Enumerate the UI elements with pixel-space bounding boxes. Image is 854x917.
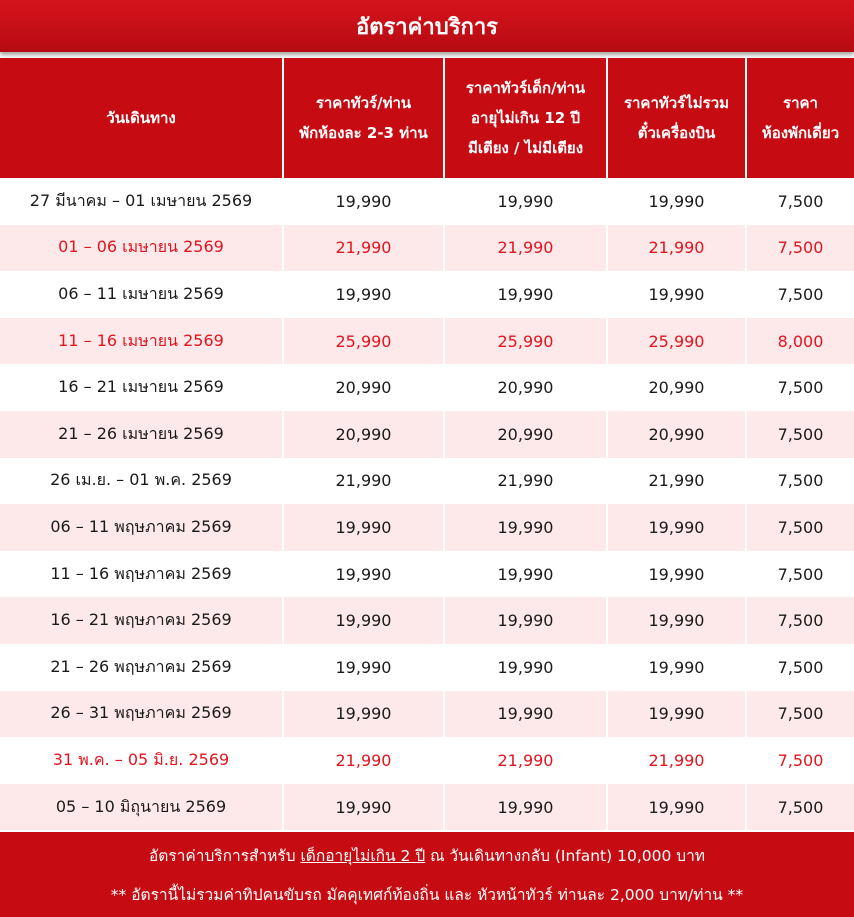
cell-child-price: 19,990: [444, 271, 607, 318]
cell-child-price: 19,990: [444, 691, 607, 738]
table-row: [0, 364, 854, 411]
cell-travel-date: 31 พ.ค. – 05 มิ.ย. 2569: [0, 737, 283, 784]
cell-child-price: 19,990: [444, 644, 607, 691]
cell-travel-date: 26 – 31 พฤษภาคม 2569: [0, 691, 283, 738]
cell-no-flight-price: 25,990: [607, 318, 746, 365]
cell-child-price: 21,990: [444, 225, 607, 272]
cell-child-price: 19,990: [444, 597, 607, 644]
infant-price-note: อัตราค่าบริการสำหรับ เด็กอายุไม่เกิน 2 ปี ณ วันเดินทางกลับ (Infant) 10,000 บาท: [148, 846, 706, 865]
cell-travel-date: 05 – 10 มิถุนายน 2569: [0, 784, 283, 831]
cell-child-price: 25,990: [444, 318, 607, 365]
table-row: [0, 784, 854, 831]
footer-notes: [0, 832, 854, 917]
header-single-room-price: ราคา ห้องพักเดี่ยว: [746, 58, 854, 178]
cell-no-flight-price: 19,990: [607, 504, 746, 551]
cell-adult-price: 19,990: [283, 784, 444, 831]
cell-no-flight-price: 19,990: [607, 691, 746, 738]
cell-adult-price: 19,990: [283, 178, 444, 225]
table-row: [0, 737, 854, 784]
cell-no-flight-price: 19,990: [607, 551, 746, 598]
table-row: [0, 458, 854, 505]
cell-travel-date: 21 – 26 เมษายน 2569: [0, 411, 283, 458]
table-row: [0, 504, 854, 551]
table-body: [0, 178, 854, 830]
table-header-row: [0, 58, 854, 178]
cell-single-room-price: 7,500: [746, 644, 854, 691]
table-row: [0, 551, 854, 598]
cell-adult-price: 19,990: [283, 691, 444, 738]
cell-no-flight-price: 19,990: [607, 178, 746, 225]
cell-adult-price: 20,990: [283, 364, 444, 411]
cell-no-flight-price: 19,990: [607, 271, 746, 318]
cell-single-room-price: 7,500: [746, 551, 854, 598]
cell-travel-date: 21 – 26 พฤษภาคม 2569: [0, 644, 283, 691]
cell-single-room-price: 7,500: [746, 178, 854, 225]
header-travel-date: วันเดินทาง: [0, 58, 283, 178]
cell-adult-price: 20,990: [283, 411, 444, 458]
cell-travel-date: 01 – 06 เมษายน 2569: [0, 225, 283, 272]
cell-single-room-price: 7,500: [746, 364, 854, 411]
tip-exclusion-note: ** อัตรานี้ไม่รวมค่าทิปคนขับรถ มัคคุเทศก์ท้องถิ่น และ หัวหน้าทัวร์ ท่านละ 2,000 บาท/ท่าน **: [110, 885, 744, 904]
cell-no-flight-price: 19,990: [607, 784, 746, 831]
cell-child-price: 19,990: [444, 784, 607, 831]
cell-single-room-price: 7,500: [746, 784, 854, 831]
cell-travel-date: 27 มีนาคม – 01 เมษายน 2569: [0, 178, 283, 225]
cell-child-price: 20,990: [444, 411, 607, 458]
header-no-flight-price: ราคาทัวร์ไม่รวม ตั๋วเครื่องบิน: [607, 58, 746, 178]
cell-adult-price: 25,990: [283, 318, 444, 365]
header-child-price: ราคาทัวร์เด็ก/ท่าน อายุไม่เกิน 12 ปี มีเตียง / ไม่มีเตียง: [444, 58, 607, 178]
cell-no-flight-price: 21,990: [607, 458, 746, 505]
cell-single-room-price: 7,500: [746, 691, 854, 738]
cell-single-room-price: 7,500: [746, 597, 854, 644]
cell-child-price: 20,990: [444, 364, 607, 411]
table-row: [0, 691, 854, 738]
table-row: [0, 318, 854, 365]
cell-travel-date: 06 – 11 พฤษภาคม 2569: [0, 504, 283, 551]
cell-no-flight-price: 20,990: [607, 364, 746, 411]
cell-adult-price: 21,990: [283, 458, 444, 505]
cell-child-price: 21,990: [444, 737, 607, 784]
cell-single-room-price: 7,500: [746, 504, 854, 551]
header-adult-price: ราคาทัวร์/ท่าน พักห้องละ 2-3 ท่าน: [283, 58, 444, 178]
cell-travel-date: 11 – 16 เมษายน 2569: [0, 318, 283, 365]
cell-single-room-price: 7,500: [746, 411, 854, 458]
cell-child-price: 21,990: [444, 458, 607, 505]
cell-child-price: 19,990: [444, 551, 607, 598]
cell-adult-price: 19,990: [283, 597, 444, 644]
cell-single-room-price: 7,500: [746, 458, 854, 505]
cell-single-room-price: 8,000: [746, 318, 854, 365]
cell-no-flight-price: 21,990: [607, 225, 746, 272]
table-row: [0, 411, 854, 458]
cell-child-price: 19,990: [444, 178, 607, 225]
table-row: [0, 225, 854, 272]
cell-child-price: 19,990: [444, 504, 607, 551]
cell-adult-price: 21,990: [283, 225, 444, 272]
cell-no-flight-price: 21,990: [607, 737, 746, 784]
cell-travel-date: 16 – 21 เมษายน 2569: [0, 364, 283, 411]
table-row: [0, 644, 854, 691]
table-row: [0, 178, 854, 225]
cell-adult-price: 19,990: [283, 551, 444, 598]
cell-travel-date: 06 – 11 เมษายน 2569: [0, 271, 283, 318]
cell-travel-date: 11 – 16 พฤษภาคม 2569: [0, 551, 283, 598]
cell-adult-price: 19,990: [283, 644, 444, 691]
cell-no-flight-price: 20,990: [607, 411, 746, 458]
cell-adult-price: 19,990: [283, 504, 444, 551]
table-row: [0, 271, 854, 318]
cell-no-flight-price: 19,990: [607, 644, 746, 691]
cell-adult-price: 19,990: [283, 271, 444, 318]
table-row: [0, 597, 854, 644]
price-table: [0, 58, 854, 830]
cell-no-flight-price: 19,990: [607, 597, 746, 644]
cell-single-room-price: 7,500: [746, 271, 854, 318]
cell-travel-date: 16 – 21 พฤษภาคม 2569: [0, 597, 283, 644]
page-title: อัตราค่าบริการ: [0, 0, 854, 52]
cell-adult-price: 21,990: [283, 737, 444, 784]
infant-age-label: เด็กอายุไม่เกิน 2 ปี: [300, 846, 426, 865]
cell-travel-date: 26 เม.ย. – 01 พ.ค. 2569: [0, 458, 283, 505]
cell-single-room-price: 7,500: [746, 225, 854, 272]
cell-single-room-price: 7,500: [746, 737, 854, 784]
